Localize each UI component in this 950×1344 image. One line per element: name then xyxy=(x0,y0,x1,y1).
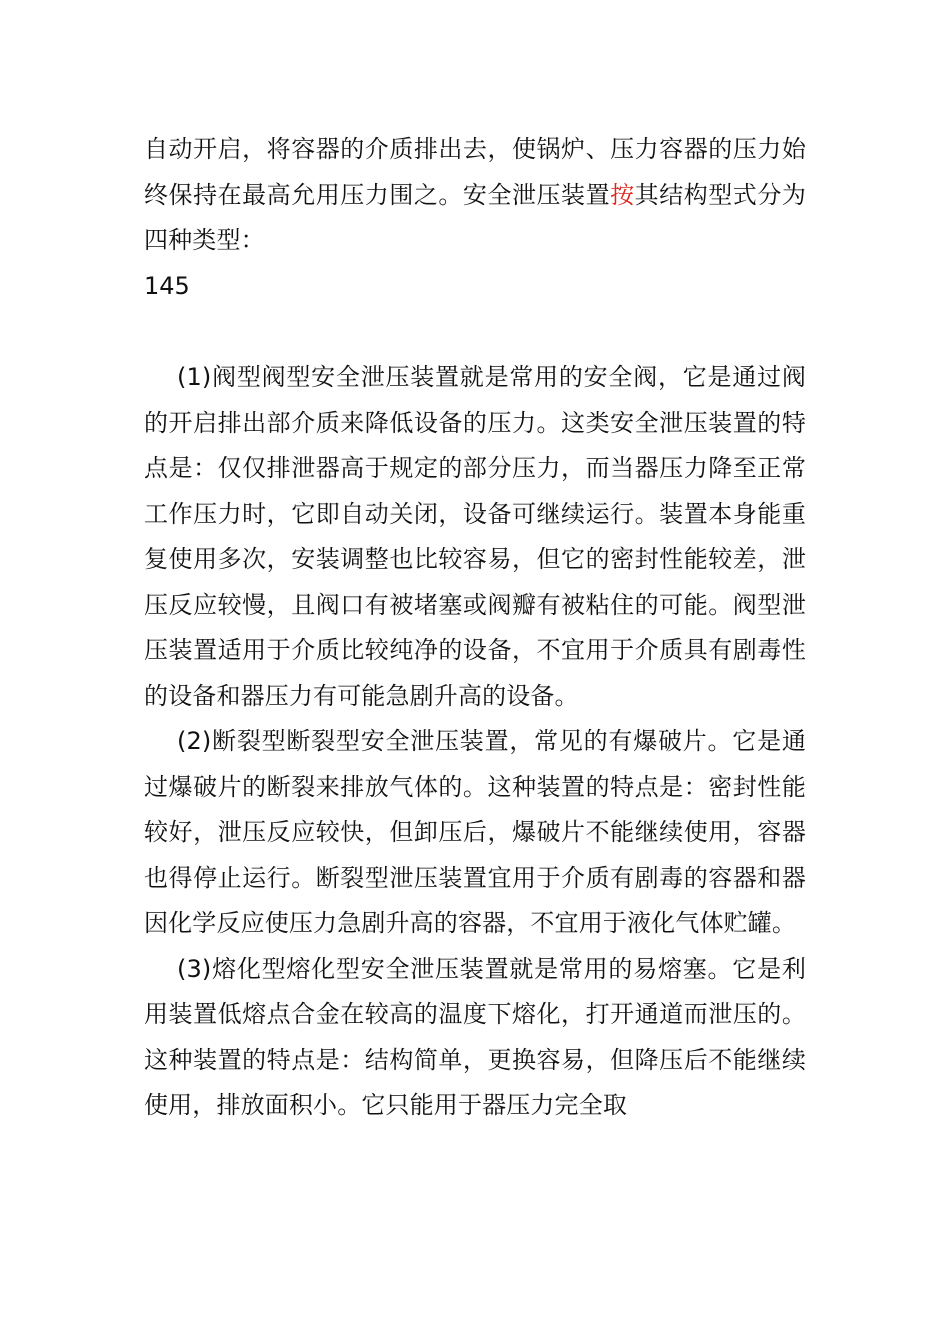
page-number: 145 xyxy=(144,272,190,300)
intro-paragraph xyxy=(144,127,806,264)
intro-text-after: 其结构型式分为四种类型： xyxy=(144,180,806,254)
intro-text xyxy=(144,127,806,264)
paragraph-fusible-type: (3)熔化型熔化型安全泄压装置就是常用的易熔塞。它是利用装置低熔点合金在较高的温度下熔化，打开通道而泄压的。这种装置的特点是：结构简单，更换容易，但降压后不能继续使用，排放面积小。它只能用于器压力完全取 xyxy=(144,954,806,1119)
highlighted-character: 按 xyxy=(610,180,635,209)
paragraph-valve-type: (1)阀型阀型安全泄压装置就是常用的安全阀，它是通过阀的开启排出部介质来降低设备的压力。这类安全泄压装置的特点是：仅仅排泄器高于规定的部分压力，而当器压力降至正常工作压力时，它即自动关闭，设备可继续运行。装置本身能重复使用多次，安装调整也比较容易，但它的密封性能较差，泄压反应较慢，且阀口有被堵塞或阀瓣有被粘住的可能。阀型泄压装置适用于介质比较纯净的设备，不宜用于介质具有剧毒性的设备和器压力有可能急剧升高的设备。 xyxy=(144,363,806,710)
intro-text-before: 自动开启，将容器的介质排出去，使锅炉、压力容器的压力始终保持在最高允用压力围之。安全泄压装置 xyxy=(144,135,806,209)
paragraph-rupture-type: (2)断裂型断裂型安全泄压装置，常见的有爆破片。它是通过爆破片的断裂来排放气体的。这种装置的特点是：密封性能较好，泄压反应较快，但卸压后，爆破片不能继续使用，容器也得停止运行。断裂型泄压装置宜用于介质有剧毒的容器和器因化学反应使压力急剧升高的容器，不宜用于液化气体贮罐。 xyxy=(144,727,806,937)
body-text xyxy=(144,355,806,1129)
